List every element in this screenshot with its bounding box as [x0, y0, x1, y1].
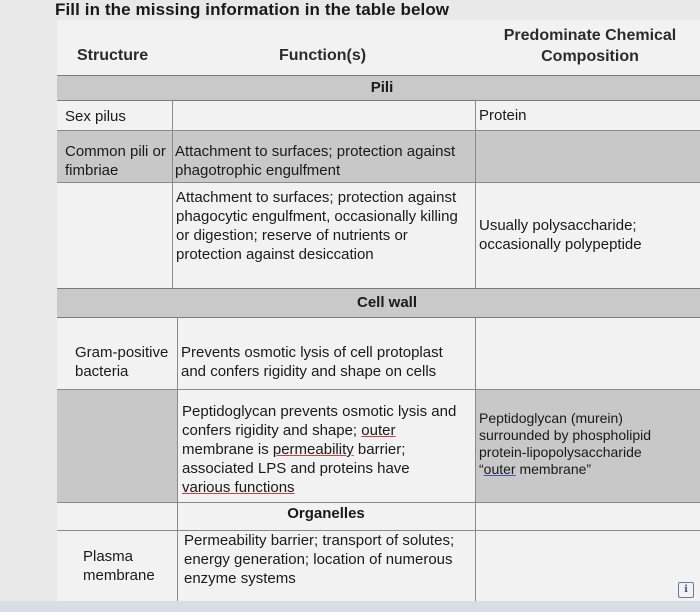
row-gram-negative-composition — [479, 410, 697, 478]
spellcheck-word: various functions — [182, 479, 295, 496]
row-sex-pilus-structure: Sex pilus — [65, 108, 126, 125]
row-gram-positive-function: Prevents osmotic lysis of cell protoplast and confers rigidity and shape on cells — [181, 344, 443, 380]
text-line: associated LPS and proteins have — [182, 460, 410, 477]
text-line: membrane” — [515, 461, 592, 477]
text-line: membrane is — [182, 441, 273, 458]
row-gram-positive-structure: Gram-positive bacteria — [75, 344, 169, 380]
header-structure: Structure — [77, 47, 149, 64]
text-line: Peptidoglycan (murein) — [479, 410, 623, 426]
row-plasma-membrane-structure: Plasma membrane — [83, 548, 155, 584]
spellcheck-word: outer — [361, 422, 396, 439]
divider-v — [177, 317, 178, 389]
edit-corner-icon[interactable]: ℹ — [678, 582, 694, 598]
row-gram-negative-function — [182, 402, 474, 497]
instruction-heading: Fill in the missing information in the table below — [55, 0, 450, 19]
divider-v — [172, 131, 173, 182]
header-function: Function(s) — [279, 47, 367, 64]
section-band-cell-wall — [57, 288, 700, 318]
section-band-pili — [57, 75, 700, 101]
row-capsule-composition: Usually polysaccharide; occasionally polypeptide — [479, 217, 642, 253]
row-capsule-function: Attachment to surfaces; protection against phagocytic engulfment, occasionally killing or digestion; reserve of nutrients or protection against desiccation — [176, 189, 458, 263]
divider-v — [475, 531, 476, 602]
text-line: surrounded by phospholipid — [479, 427, 652, 443]
divider-v — [177, 531, 178, 602]
row-common-pili-structure: Common pili or fimbriae — [65, 143, 166, 179]
section-label-cell-wall: Cell wall — [356, 294, 418, 311]
section-label-organelles: Organelles — [287, 505, 365, 522]
divider-h — [57, 182, 700, 183]
divider-v — [177, 390, 178, 502]
text-line: protein-lipopolysaccharide — [479, 444, 642, 460]
text-line: Peptidoglycan prevents osmotic lysis and — [182, 403, 457, 420]
row-sex-pilus-composition: Protein — [479, 107, 527, 124]
divider-v — [475, 131, 476, 182]
text-line: confers rigidity and shape; — [182, 422, 362, 439]
row-plasma-membrane-function: Permeability barrier; transport of solutes; energy generation; location of numerous enzyme systems — [184, 532, 455, 587]
divider-v — [475, 317, 476, 389]
bottom-strip — [0, 601, 700, 612]
text-line: “ — [479, 461, 484, 477]
section-label-pili: Pili — [370, 79, 394, 96]
divider-h — [57, 130, 700, 131]
divider-v — [475, 390, 476, 502]
divider-v — [475, 183, 476, 288]
row-gram-negative-structure-bg — [57, 390, 177, 502]
text-line: barrier; — [353, 441, 406, 458]
divider-v — [172, 100, 173, 130]
header-composition: Predominate Chemical Composition — [503, 27, 677, 65]
divider-v — [475, 503, 476, 530]
divider-v — [172, 183, 173, 288]
row-common-pili-function: Attachment to surfaces; protection against phagotrophic engulfment — [175, 143, 456, 179]
spellcheck-word: permeability — [272, 441, 354, 458]
divider-v — [475, 100, 476, 130]
divider-h — [57, 502, 700, 503]
spellcheck-word: outer — [483, 461, 516, 477]
table-sheet — [57, 20, 700, 602]
